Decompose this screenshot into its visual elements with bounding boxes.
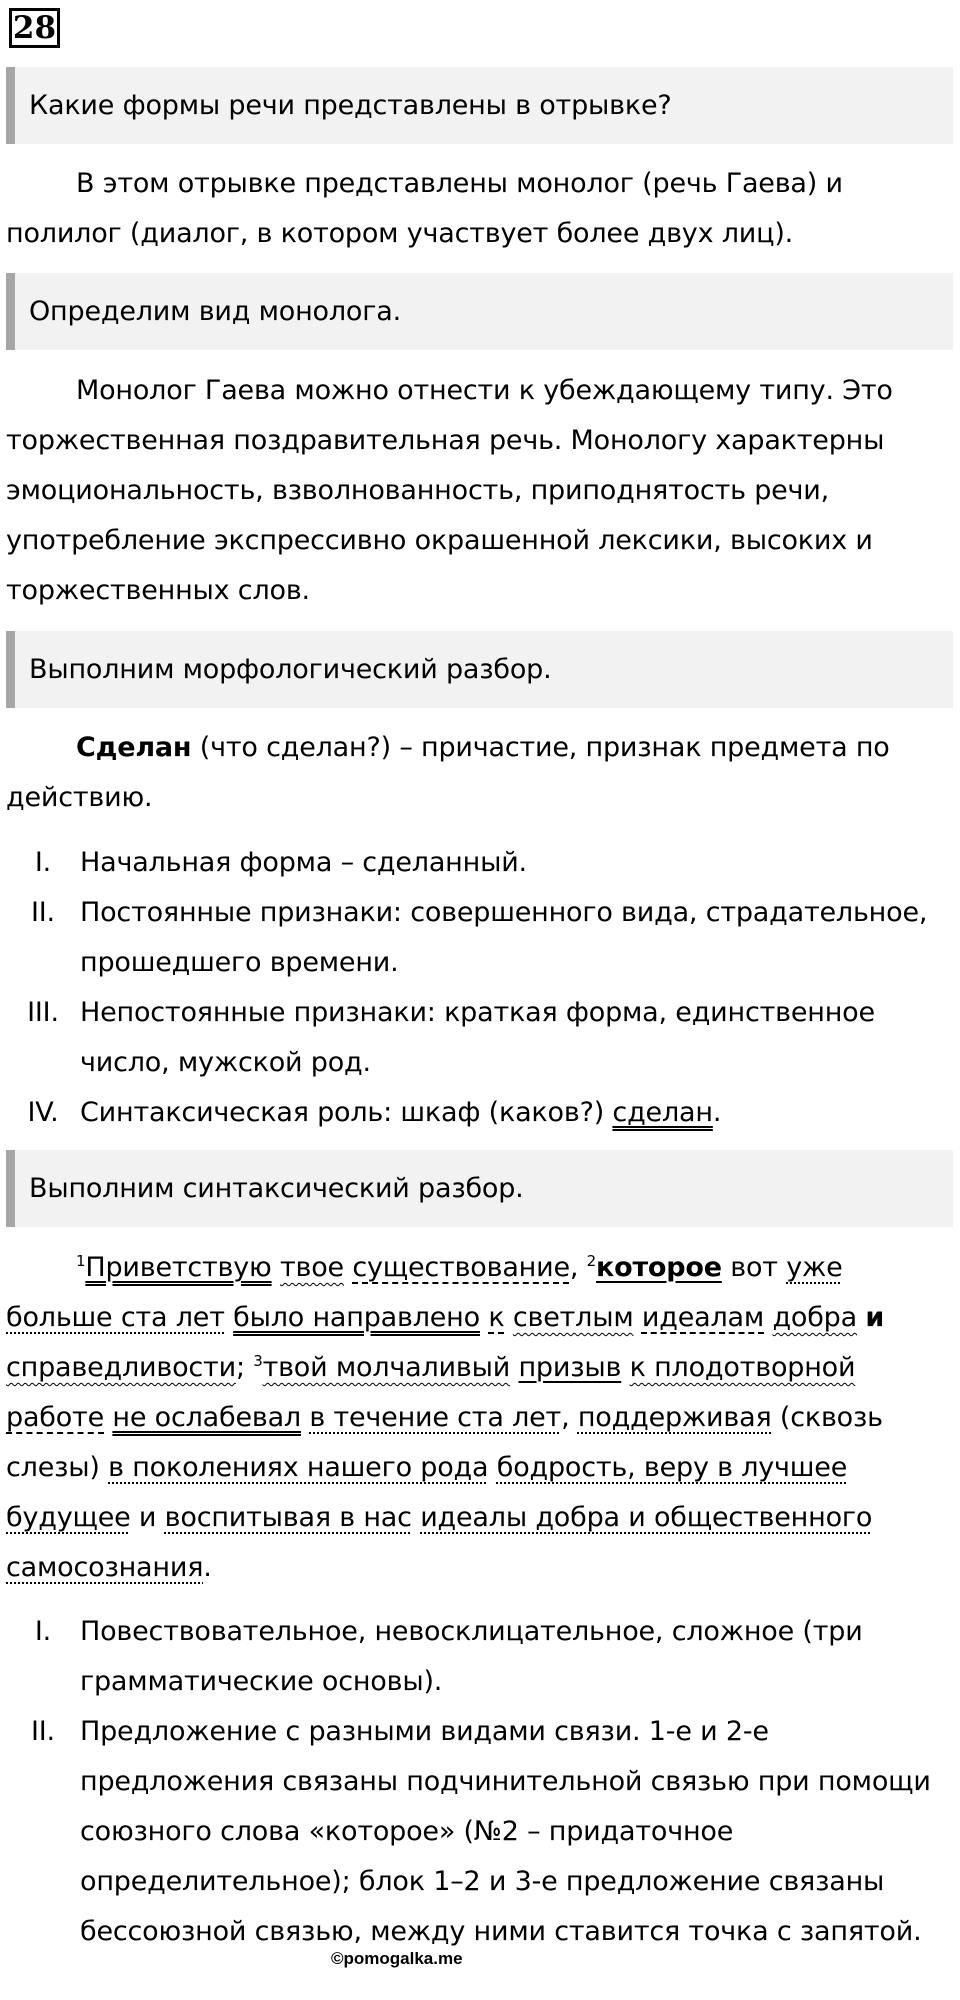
object: к [488, 1302, 505, 1333]
item-text: Повествовательное, невосклицательное, сложное (три грамматические основы). [80, 1616, 863, 1697]
answer-paragraph [6, 366, 954, 616]
adverbial: в поколениях нашего рода [108, 1452, 489, 1483]
syntax-list [6, 1607, 954, 1957]
question-bar-morphology [6, 631, 953, 708]
answer-text: Монолог Гаева можно отнести к убеждающему типу. Это торжественная поздравительная речь. Монологу характерны эмоциональность, взволнованность, приподнятость речи, употребление экспрессивно окрашенной лексики, высоких и торжественных слов. [6, 375, 893, 606]
list-item [6, 838, 954, 888]
predicate: не ослабевал [112, 1402, 301, 1433]
task-number-box: 28 [9, 8, 60, 48]
predicate: было направлено [233, 1302, 480, 1333]
object: работе [6, 1402, 104, 1433]
attribute: справедливости [6, 1352, 236, 1383]
item-number: IV. [27, 1097, 59, 1128]
item-number: III. [27, 997, 59, 1028]
subject: призыв [518, 1352, 622, 1383]
list-item [6, 1088, 954, 1138]
intro-text: (что сделан?) – причастие, признак предмета по действию. [6, 732, 890, 813]
question-text: Выполним морфологический разбор. [29, 654, 552, 685]
item-text: Синтаксическая роль: шкаф (каков?) сделан. [80, 1097, 722, 1128]
question-bar-syntax [6, 1150, 953, 1227]
answer-text: В этом отрывке представлены монолог (речь Гаева) и полилог (диалог, в котором участвует более двух лиц). [6, 168, 843, 249]
item-number: II. [31, 1716, 55, 1747]
adverbial: воспитывая в нас [164, 1502, 412, 1533]
item-text: Предложение с разными видами связи. 1-е и 2-е предложения связаны подчинительной связью при помощи союзного слова «которое» (№2 – придаточное определительное); блок 1–2 и 3-е предложение связаны бессоюзной связью, между ними ставится точка с запятой. [80, 1716, 931, 1947]
list-item [6, 888, 954, 988]
item-text: Начальная форма – сделанный. [80, 847, 527, 878]
item-number: I. [34, 847, 52, 878]
subject: которое [596, 1252, 722, 1283]
predicate: Приветствую [85, 1252, 272, 1283]
adverbial: идеалы добра и общественного самосознания [6, 1502, 873, 1583]
item-number: II. [31, 897, 55, 928]
question-bar-speech-forms [6, 67, 953, 144]
attribute: светлым [512, 1302, 634, 1333]
question-bar-monologue-type [6, 273, 953, 350]
question-text: Определим вид монолога. [29, 296, 401, 327]
adverbial: в течение ста лет [309, 1402, 562, 1433]
item-number: I. [34, 1616, 52, 1647]
attribute: к плодотворной [629, 1352, 856, 1383]
question-text: Какие формы речи представлены в отрывке? [29, 90, 672, 121]
attribute: добра [772, 1302, 857, 1333]
attribute: твой молчаливый [262, 1352, 511, 1383]
question-text: Выполним синтаксический разбор. [29, 1173, 524, 1204]
object: идеалам [641, 1302, 765, 1333]
analyzed-word: Сделан [76, 732, 192, 763]
predicate-word: сделан [612, 1097, 713, 1128]
analyzed-sentence: $^1$Приветствую твое существование, $^2$которое вот уже больше ста лет было направлено к светлым идеалам добра и справедливости; $^3$твой молчаливый призыв к плодотворной работе не ослабевал в течение ста лет, поддерживая (сквозь слезы) в поколениях нашего рода бодрость, веру в лучшее будущее и воспитывая в нас идеалы добра и общественного самосознания. [6, 1252, 885, 1583]
object: существование [352, 1252, 570, 1283]
list-item [6, 1607, 954, 1707]
morphology-intro [6, 723, 954, 823]
list-item [6, 988, 954, 1088]
adverbial: бодрость, веру в лучшее будущее [6, 1452, 848, 1533]
watermark: ©pomogalka.me [331, 1949, 463, 1968]
item-text: Постоянные признаки: совершенного вида, страдательное, прошедшего времени. [80, 897, 928, 978]
item-text: Непостоянные признаки: краткая форма, единственное число, мужской род. [80, 997, 875, 1078]
list-item [6, 1707, 954, 1957]
answer-paragraph [6, 159, 954, 259]
adverbial: поддерживая [577, 1402, 772, 1433]
attribute: твое [279, 1252, 344, 1283]
adverbial: уже больше ста лет [6, 1252, 843, 1333]
morphology-list [6, 838, 954, 1138]
